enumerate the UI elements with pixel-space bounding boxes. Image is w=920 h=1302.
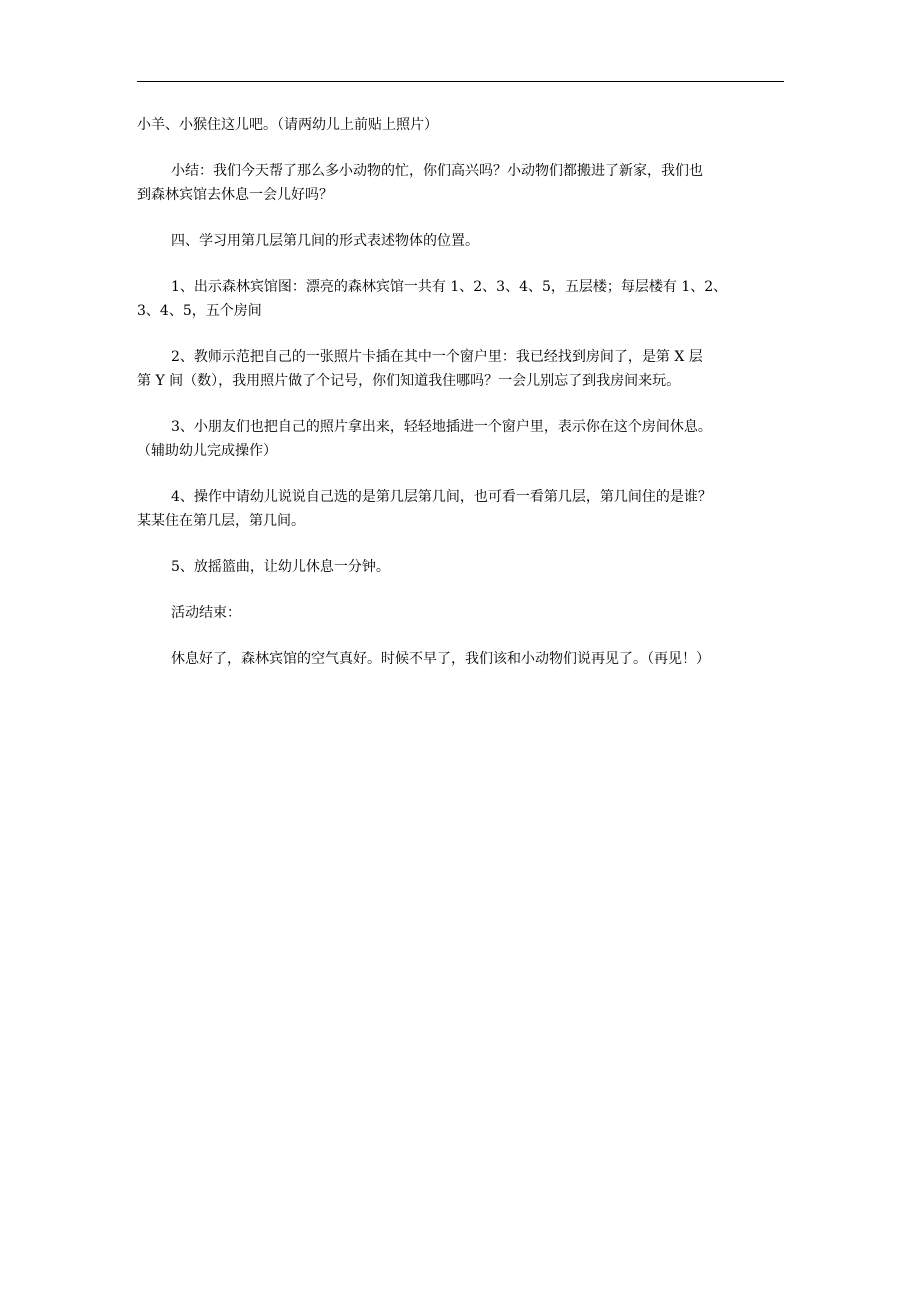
paragraph-line: 到森林宾馆去休息一会儿好吗？ [137, 187, 333, 203]
paragraph-line: 3、小朋友们也把自己的照片拿出来，轻轻地插进一个窗户里，表示你在这个房间休息。 [171, 419, 712, 435]
paragraph-line: 小结：我们今天帮了那么多小动物的忙，你们高兴吗？小动物们都搬进了新家，我们也 [171, 163, 703, 179]
paragraph [137, 415, 799, 463]
paragraph [137, 647, 799, 671]
paragraph-line: 某某住在第几层，第几间。 [137, 513, 305, 529]
paragraph [137, 485, 799, 533]
paragraph-line: 小羊、小猴住这儿吧。（请两幼儿上前贴上照片） [137, 117, 438, 133]
paragraph-line: （辅助幼儿完成操作） [137, 443, 277, 459]
paragraph-line: 4、操作中请幼儿说说自己选的是第几层第几间，也可看一看第几层，第几间住的是谁？ [171, 489, 712, 505]
paragraph [137, 555, 799, 579]
paragraph-line: 四、学习用第几层第几间的形式表述物体的位置。 [171, 233, 479, 249]
paragraph [137, 275, 799, 323]
paragraph-line: 1、出示森林宾馆图：漂亮的森林宾馆一共有 1、2、3、4、5，五层楼；每层楼有 1、2、 [171, 279, 728, 295]
paragraph-line: 休息好了，森林宾馆的空气真好。时候不早了，我们该和小动物们说再见了。（再见！） [171, 651, 710, 667]
paragraph [137, 113, 799, 137]
section-heading [137, 229, 799, 253]
paragraph-line: 2、教师示范把自己的一张照片卡插在其中一个窗户里：我已经找到房间了，是第 X 层 [171, 349, 703, 365]
paragraph-line: 5、放摇篮曲，让幼儿休息一分钟。 [171, 559, 390, 575]
section-heading [137, 601, 799, 625]
paragraph-line: 活动结束： [171, 605, 241, 621]
header-rule [137, 81, 784, 82]
document-body [137, 113, 799, 693]
paragraph-line: 第 Y 间（数），我用照片做了个记号，你们知道我住哪吗？一会儿别忘了到我房间来玩。 [137, 373, 681, 389]
paragraph [137, 159, 799, 207]
paragraph-line: 3、4、5，五个房间 [137, 303, 262, 319]
paragraph [137, 345, 799, 393]
